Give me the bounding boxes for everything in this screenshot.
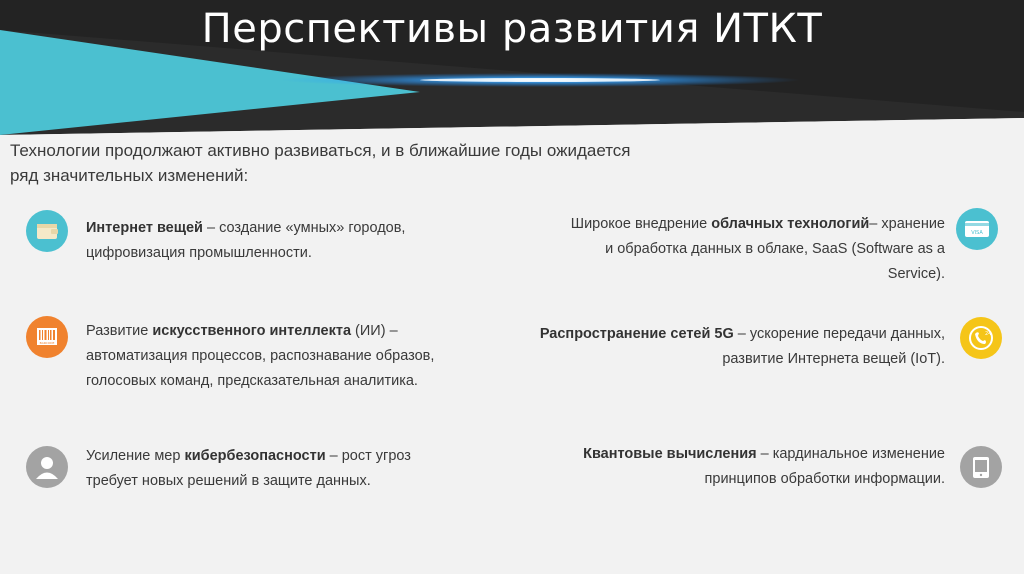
item-cloud bbox=[560, 212, 945, 287]
item-text: – создание «умных» городов, цифровизация промышленности. bbox=[86, 220, 406, 261]
item-iot bbox=[86, 216, 466, 266]
item-bold: Интернет вещей bbox=[86, 220, 203, 236]
item-text: (ИИ) – автоматизация процессов, распознавание образов, голосовых команд, предсказательная аналитика. bbox=[86, 323, 435, 389]
item-text: – рост угроз требует новых решений в защите данных. bbox=[86, 448, 411, 489]
item-bold: кибербезопасности bbox=[184, 448, 326, 464]
item-pre: Усиление мер bbox=[86, 448, 185, 464]
item-pre: Широкое внедрение bbox=[570, 216, 712, 232]
user-icon bbox=[26, 446, 68, 488]
item-pre: Развитие bbox=[86, 323, 153, 339]
visa-label: VISA bbox=[971, 230, 983, 236]
item-bold: облачных технологий bbox=[711, 216, 870, 232]
item-bold: Распространение сетей 5G bbox=[539, 326, 734, 342]
phone-24-icon bbox=[960, 317, 1002, 359]
item-text: – хранение и обработка данных в облаке, SaaS (Software as a Service). bbox=[605, 216, 945, 282]
item-security bbox=[86, 444, 466, 494]
item-5g bbox=[530, 322, 945, 372]
item-bold: искусственного интеллекта bbox=[152, 323, 352, 339]
item-ai bbox=[86, 319, 486, 394]
intro-text: Технологии продолжают активно развиваться, и в ближайшие годы ожидается ряд значительных изменений: bbox=[10, 141, 631, 185]
item-text: – ускорение передачи данных, развитие Интернета вещей (IoT). bbox=[722, 326, 945, 367]
visa-card-icon bbox=[956, 208, 998, 250]
wallet-icon bbox=[26, 210, 68, 252]
item-bold: Квантовые вычисления bbox=[583, 446, 757, 462]
barcode-icon bbox=[26, 316, 68, 358]
item-text: – кардинальное изменение принципов обработки информации. bbox=[704, 446, 945, 487]
tablet-icon bbox=[960, 446, 1002, 488]
hours-label: 24 bbox=[985, 331, 992, 337]
item-quantum bbox=[540, 442, 945, 492]
barcode-label: BARCODE bbox=[39, 341, 55, 346]
page-title: Перспективы развития ИТКТ bbox=[201, 6, 823, 52]
